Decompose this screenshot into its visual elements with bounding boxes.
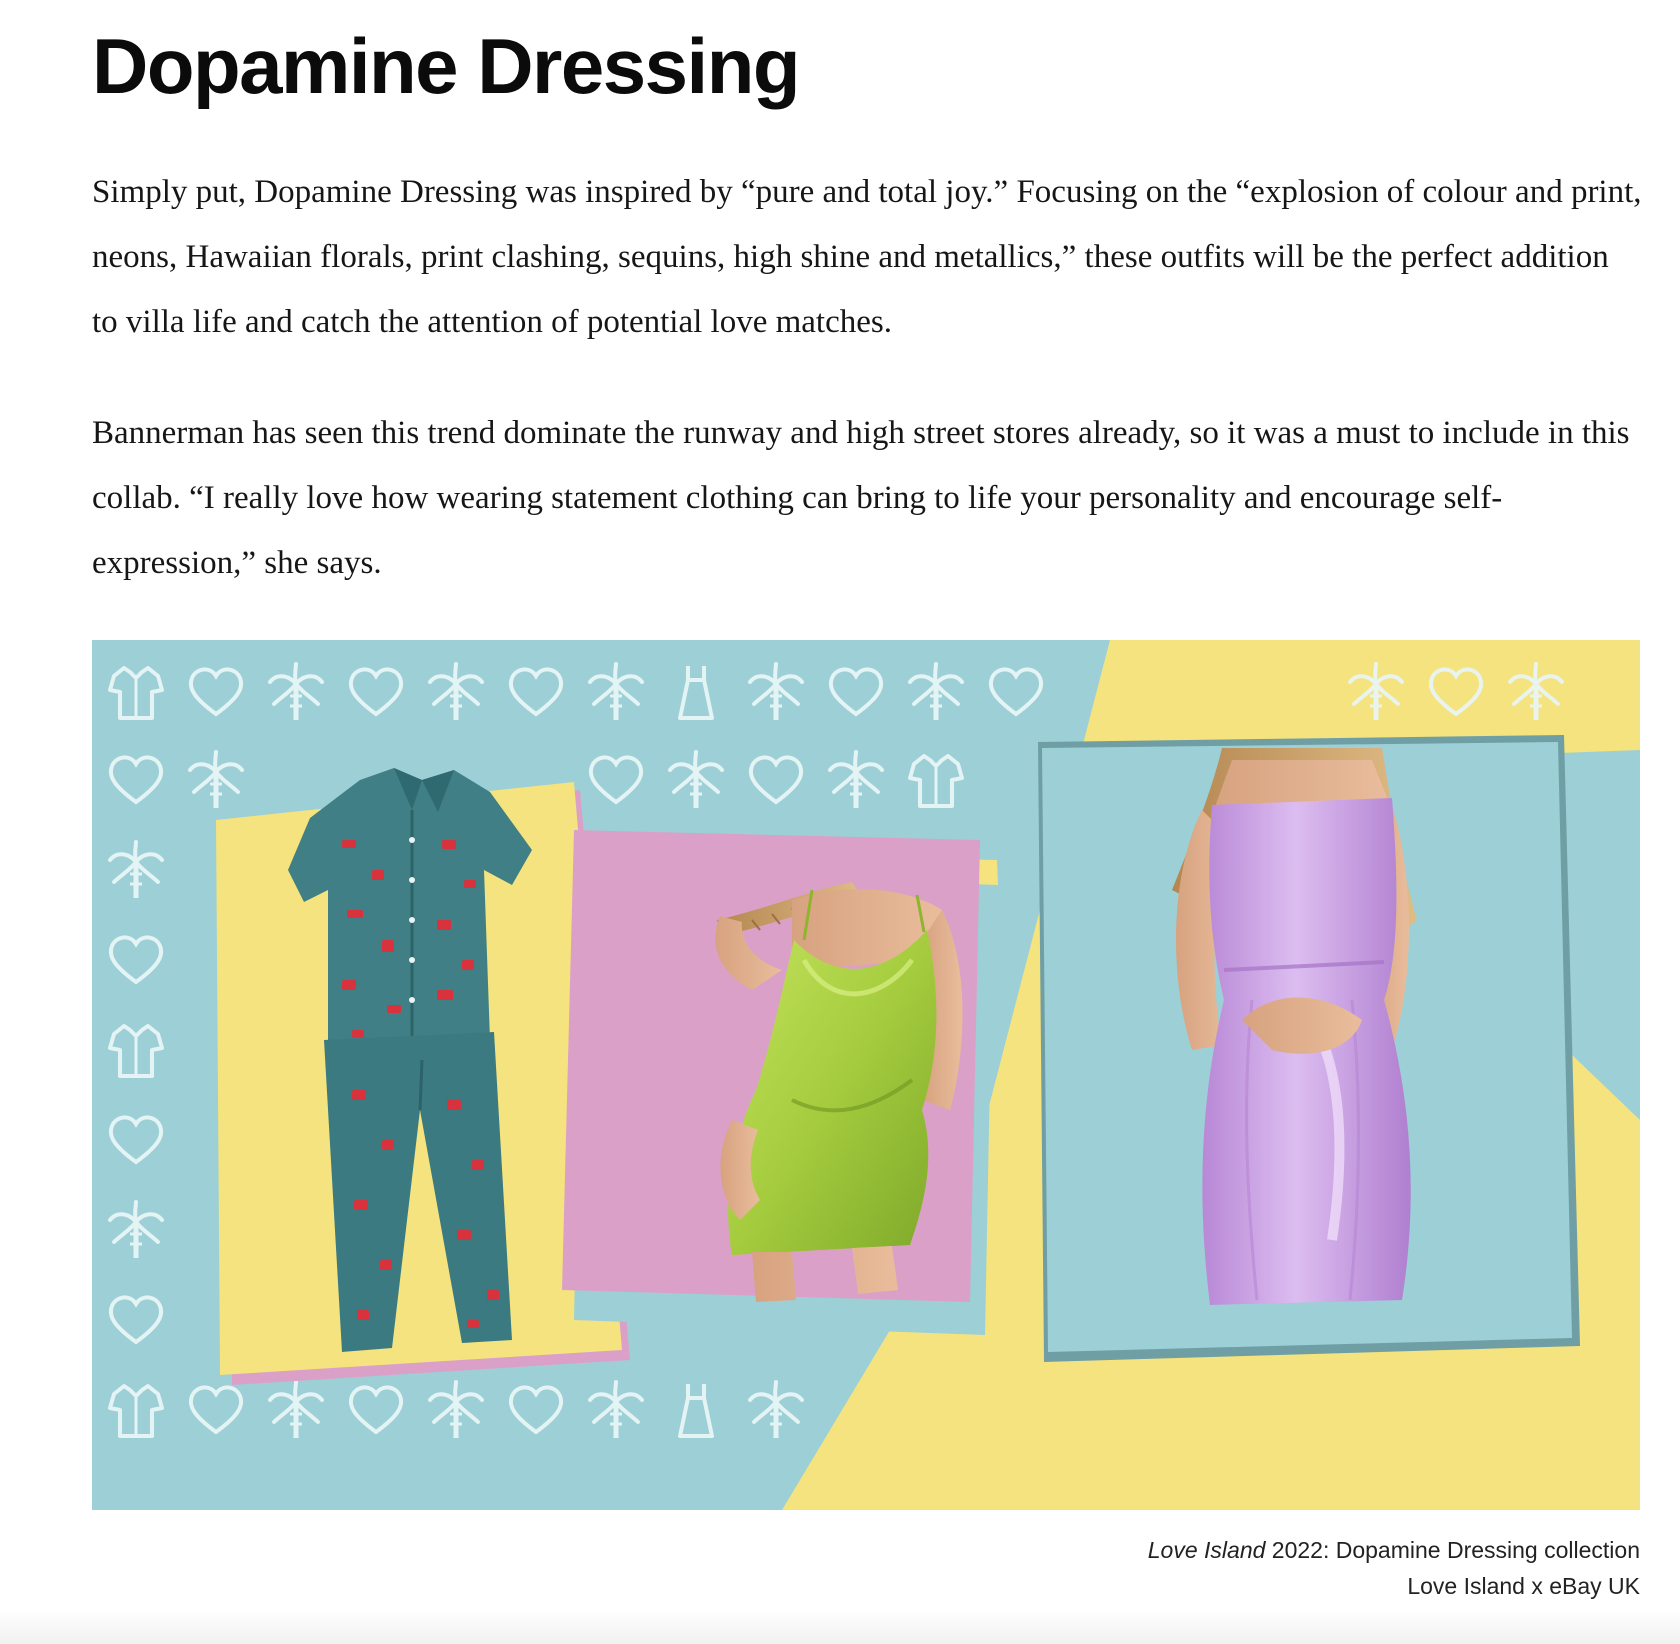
caption-credit: Love Island x eBay UK	[1407, 1573, 1640, 1599]
caption-title	[1148, 1532, 1640, 1568]
lilac-dress-card	[1038, 735, 1580, 1362]
image-caption	[1148, 1532, 1640, 1604]
paragraph-2: Bannerman has seen this trend dominate the runway and high street stores already, so it was a must to include in this collab. “I really love how wearing statement clothing can bring to life your personality and encourage self-expression,” she says.	[92, 415, 1630, 582]
paragraph-1: Simply put, Dopamine Dressing was inspired by “pure and total joy.” Focusing on the “explosion of colour and print, neons, Hawaiian florals, print clashing, sequins, high shine and metallics,” these outfits will be the perfect addition to villa life and catch the attention of potential love matches.	[92, 174, 1642, 341]
collection-image	[92, 640, 1640, 1510]
green-dress-card	[562, 830, 998, 1335]
caption-rest: 2022: Dopamine Dressing collection	[1265, 1537, 1640, 1563]
article	[92, 0, 1642, 596]
section-heading: Dopamine Dressing	[92, 22, 800, 110]
caption-show-name: Love Island	[1147, 1537, 1266, 1563]
bottom-fade	[0, 1610, 1680, 1644]
